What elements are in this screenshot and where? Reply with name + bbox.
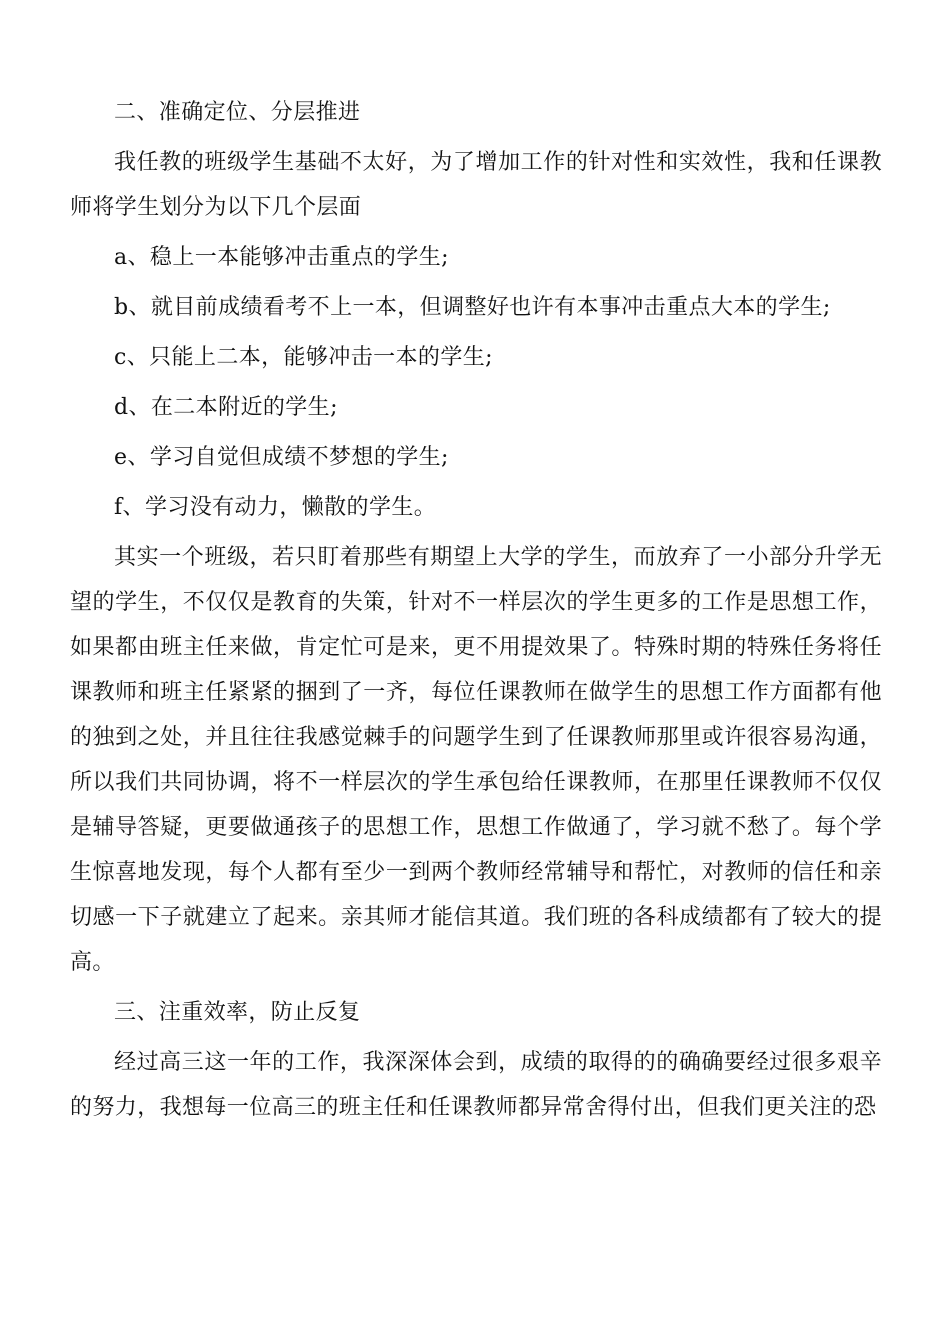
document-body [70, 90, 882, 1135]
section-heading-3: 三、注重效率，防止反复 [114, 1000, 361, 1025]
list-item-e: e、学习自觉但成绩不梦想的学生; [114, 445, 449, 470]
list-item-a: a、稳上一本能够冲击重点的学生; [114, 245, 449, 270]
list-item-d: d、在二本附近的学生; [114, 395, 338, 420]
list-item-f: f、学习没有动力，懒散的学生。 [114, 495, 437, 520]
paragraph-efficiency: 经过高三这一年的工作，我深深体会到，成绩的取得的的确确要经过很多艰辛的努力，我想每一位高三的班主任和任课教师都异常舍得付出，但我们更关注的恐 [70, 1050, 882, 1120]
list-item-b: b、就目前成绩看考不上一本，但调整好也许有本事冲击重点大本的学生; [114, 295, 831, 320]
paragraph-layering-intro: 我任教的班级学生基础不太好，为了增加工作的针对性和实效性，我和任课教师将学生划分为以下几个层面 [70, 150, 882, 220]
paragraph-class-strategy: 其实一个班级，若只盯着那些有期望上大学的学生，而放弃了一小部分升学无望的学生，不仅仅是教育的失策，针对不一样层次的学生更多的工作是思想工作，如果都由班主任来做，肯定忙可是来，更不用提效果了。特殊时期的特殊任务将任课教师和班主任紧紧的捆到了一齐，每位任课教师在做学生的思想工作方面都有他的独到之处，并且往往我感觉棘手的问题学生到了任课教师那里或许很容易沟通，所以我们共同协调，将不一样层次的学生承包给任课教师，在那里任课教师不仅仅是辅导答疑，更要做通孩子的思想工作，思想工作做通了，学习就不愁了。每个学生惊喜地发现，每个人都有至少一到两个教师经常辅导和帮忙，对教师的信任和亲切感一下子就建立了起来。亲其师才能信其道。我们班的各科成绩都有了较大的提高。 [70, 545, 882, 975]
section-heading-2: 二、准确定位、分层推进 [114, 100, 361, 125]
list-item-c: c、只能上二本，能够冲击一本的学生; [114, 345, 493, 370]
